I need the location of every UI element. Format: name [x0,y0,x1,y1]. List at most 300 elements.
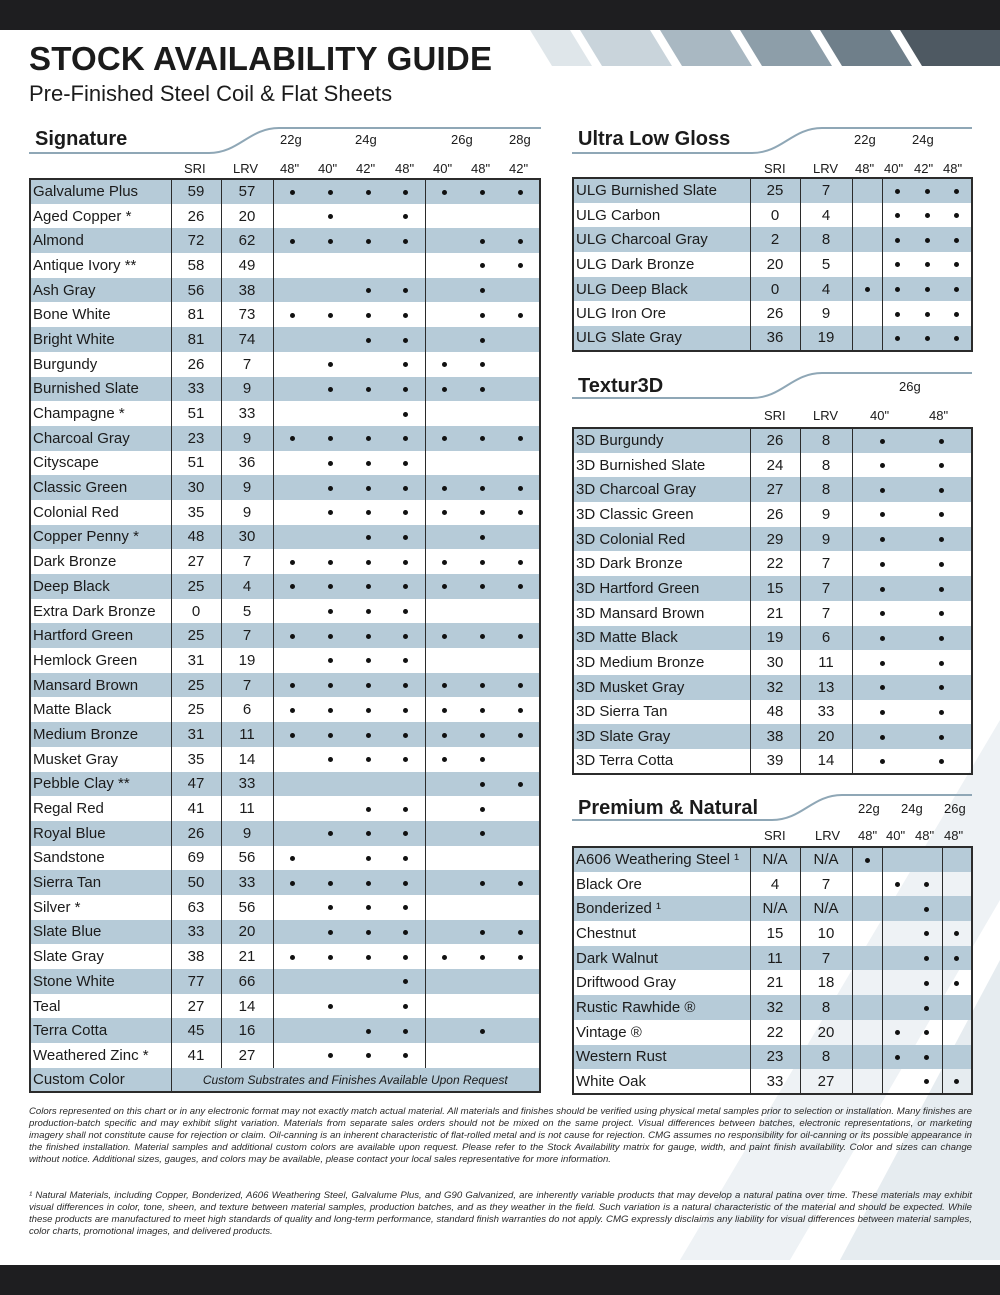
availability-cell [501,426,540,451]
table-row [30,500,540,525]
availability-cell [425,944,463,969]
availability-cell [273,920,311,945]
sri-value: 25 [750,178,800,203]
available-dot-icon [442,584,447,589]
available-dot-icon [403,313,408,318]
lrv-value: 74 [221,327,273,352]
table-row [30,1043,540,1068]
sri-value: 81 [171,327,221,352]
available-dot-icon [939,685,944,690]
availability-cell [273,1018,311,1043]
availability-cell [273,623,311,648]
availability-cell [349,623,387,648]
col-header: SRI [184,161,206,176]
lrv-value: 8 [800,227,852,252]
color-name: Stone White [30,969,171,994]
lrv-value: 36 [221,451,273,476]
available-dot-icon [328,757,333,762]
availability-cell [882,1045,912,1070]
availability-cell [387,426,425,451]
availability-cell [852,301,882,326]
color-name: 3D Burnished Slate [576,456,706,474]
availability-cell [463,895,501,920]
availability-cell [387,623,425,648]
col-header: SRI [764,408,786,423]
availability-cell [425,302,463,327]
availability-cell [311,475,349,500]
availability-cell [882,872,912,897]
sri-value: 25 [171,697,221,722]
lrv-value: 9 [800,301,852,326]
available-dot-icon [366,930,371,935]
premium-table [572,846,973,1095]
availability-cell [942,1020,972,1045]
color-name: ULG Slate Gray [573,326,750,351]
lrv-value: 9 [800,502,852,527]
availability-cell [273,994,311,1019]
availability-cell [273,549,311,574]
available-dot-icon [366,757,371,762]
sri-value: 23 [750,1045,800,1070]
available-dot-icon [328,658,333,663]
available-dot-icon [880,685,885,690]
col-header: 48" [855,161,875,176]
availability-cell [463,623,501,648]
availability-cell [311,426,349,451]
availability-cell [349,549,387,574]
availability-cell [311,944,349,969]
table-row [573,326,972,351]
availability-cell [273,327,311,352]
availability-cell [912,453,972,478]
availability-cell [882,995,912,1020]
availability-cell [942,203,972,228]
availability-cell [349,673,387,698]
color-name: Bright White [30,327,171,352]
available-dot-icon [880,512,885,517]
availability-cell [852,970,882,995]
sri-value: 15 [750,921,800,946]
sri-value: 39 [750,749,800,774]
available-dot-icon [328,930,333,935]
color-name: Chestnut [576,924,637,942]
availability-cell [912,700,972,725]
table-row [30,722,540,747]
availability-cell [882,178,912,203]
lrv-value: 30 [221,525,273,550]
lrv-value: 7 [800,576,852,601]
available-dot-icon [518,560,523,565]
availability-cell [852,700,912,725]
available-dot-icon [480,338,485,343]
available-dot-icon [939,488,944,493]
available-dot-icon [328,486,333,491]
available-dot-icon [328,436,333,441]
availability-cell [912,970,942,995]
ulg-table [572,177,973,352]
availability-cell [387,401,425,426]
availability-cell [273,574,311,599]
availability-cell [501,772,540,797]
availability-cell [425,1043,463,1068]
lrv-value: 5 [221,599,273,624]
availability-cell [349,697,387,722]
availability-cell [273,599,311,624]
availability-cell [501,722,540,747]
availability-cell [387,574,425,599]
available-dot-icon [403,733,408,738]
availability-cell [387,525,425,550]
table-row [30,574,540,599]
lrv-value: 5 [800,252,852,277]
lrv-value: 33 [221,772,273,797]
table-row [573,301,972,326]
available-dot-icon [939,562,944,567]
availability-cell [425,500,463,525]
availability-cell [852,872,882,897]
sri-value: 48 [171,525,221,550]
header-stripes [530,30,1000,66]
available-dot-icon [518,436,523,441]
availability-cell [425,821,463,846]
availability-cell [387,969,425,994]
availability-cell [273,451,311,476]
lrv-value: N/A [800,847,852,872]
color-name: ULG Charcoal Gray [573,227,750,252]
color-name: White Oak [576,1072,647,1090]
availability-cell [387,1018,425,1043]
availability-cell [273,870,311,895]
lrv-value: 11 [221,796,273,821]
availability-cell [425,846,463,871]
availability-cell [349,870,387,895]
availability-cell [912,551,972,576]
table-row [30,944,540,969]
sri-value: 26 [171,204,221,229]
availability-cell [463,1043,501,1068]
availability-cell [882,301,912,326]
color-name: Rustic Rawhide ® [573,995,750,1020]
availability-cell [501,574,540,599]
available-dot-icon [925,189,930,194]
availability-cell [311,747,349,772]
lrv-value: 14 [800,749,852,774]
lrv-value: 8 [800,453,852,478]
table-row [30,426,540,451]
table-row [573,453,972,478]
availability-cell [349,525,387,550]
color-name: Vintage ® [576,1023,642,1041]
signature-table [29,178,541,1093]
available-dot-icon [480,955,485,960]
lrv-value: 20 [221,204,273,229]
table-row [30,475,540,500]
textur3d-table [572,427,973,775]
availability-cell [912,576,972,601]
availability-cell [349,327,387,352]
availability-cell [349,451,387,476]
availability-cell [425,747,463,772]
table-row [573,724,972,749]
lrv-value: 18 [800,970,852,995]
sri-value: 15 [750,576,800,601]
table-row [30,920,540,945]
sri-value: 69 [171,846,221,871]
available-dot-icon [518,955,523,960]
lrv-value: 9 [221,500,273,525]
available-dot-icon [895,262,900,267]
available-dot-icon [939,537,944,542]
availability-cell [311,994,349,1019]
color-name: Almond [30,228,171,253]
table-row [30,747,540,772]
availability-cell [349,796,387,821]
availability-cell [349,821,387,846]
availability-cell [882,896,912,921]
availability-cell [387,253,425,278]
table-row [30,648,540,673]
availability-cell [501,697,540,722]
available-dot-icon [442,634,447,639]
sri-value: 20 [750,252,800,277]
table-row [573,650,972,675]
available-dot-icon [403,560,408,565]
sri-value: 63 [171,895,221,920]
available-dot-icon [924,931,929,936]
availability-cell [311,895,349,920]
color-name: Ash Gray [30,278,171,303]
availability-cell [387,846,425,871]
color-name: ULG Deep Black [573,277,750,302]
availability-cell [463,969,501,994]
available-dot-icon [290,634,295,639]
availability-cell [349,278,387,303]
sri-value: 38 [750,724,800,749]
availability-cell [425,722,463,747]
availability-cell [425,920,463,945]
lrv-value: 8 [800,428,852,453]
availability-cell [912,601,972,626]
availability-cell [463,747,501,772]
sri-value: 51 [171,401,221,426]
table-row [30,253,540,278]
table-row [573,527,972,552]
sri-value: 4 [750,872,800,897]
availability-cell [387,500,425,525]
availability-cell [942,1069,972,1094]
available-dot-icon [480,1029,485,1034]
col-header: 42" [914,161,934,176]
availability-cell [463,772,501,797]
sri-value: 24 [750,453,800,478]
available-dot-icon [865,287,870,292]
available-dot-icon [895,1055,900,1060]
availability-cell [463,697,501,722]
availability-cell [882,277,912,302]
color-name: Teal [33,997,61,1015]
table-row [30,994,540,1019]
gauge-label: 24g [355,132,377,147]
availability-cell [425,352,463,377]
col-header: SRI [764,828,786,843]
sri-value: 51 [171,451,221,476]
sri-value: 26 [750,301,800,326]
lrv-value: 7 [800,551,852,576]
availability-cell [387,179,425,204]
availability-cell [311,525,349,550]
available-dot-icon [924,956,929,961]
available-dot-icon [366,461,371,466]
availability-cell [311,821,349,846]
availability-cell [852,601,912,626]
availability-cell [501,673,540,698]
available-dot-icon [366,708,371,713]
availability-cell [273,697,311,722]
availability-cell [852,1045,882,1070]
availability-cell [501,451,540,476]
lrv-value: 20 [800,1020,852,1045]
availability-cell [349,599,387,624]
color-name: Sierra Tan [30,870,171,895]
available-dot-icon [328,313,333,318]
lrv-value: 8 [800,477,852,502]
availability-cell [387,747,425,772]
available-dot-icon [290,584,295,589]
lrv-value: 13 [800,675,852,700]
gauge-label: 22g [280,132,302,147]
available-dot-icon [480,362,485,367]
availability-cell [425,697,463,722]
available-dot-icon [924,981,929,986]
availability-cell [273,352,311,377]
lrv-value: 6 [800,626,852,651]
available-dot-icon [880,710,885,715]
availability-cell [852,326,882,351]
available-dot-icon [939,710,944,715]
availability-cell [311,1043,349,1068]
table-row [30,821,540,846]
available-dot-icon [480,313,485,318]
color-name: Matte Black [33,701,112,719]
table-row [30,846,540,871]
availability-cell [463,500,501,525]
availability-cell [425,673,463,698]
availability-cell [852,1069,882,1094]
lrv-value: 20 [800,724,852,749]
available-dot-icon [290,313,295,318]
availability-cell [349,1018,387,1043]
signature-section [29,125,541,1095]
availability-cell [463,796,501,821]
availability-cell [912,301,942,326]
table-row [573,995,972,1020]
sri-value: 27 [171,994,221,1019]
lrv-value: 8 [800,1045,852,1070]
availability-cell [349,352,387,377]
availability-cell [852,921,882,946]
gauge-label: 28g [509,132,531,147]
available-dot-icon [366,658,371,663]
sri-value: 56 [171,278,221,303]
disclaimer-text: Colors represented on this chart or in any electronic format may not exactly match actual material. All materials and finishes should be verified using physical metal samples prior to selection or installation. Many finishes are production-batch specific and may exhibit slight variation. Materials from separate sales orders should not be mixed on the same project. Visual differences between batches, electronic representations, or marketing imagery shall not constitute cause for rejection or claim. Oil-canning is an inherent characteristic of flat-rolled metal and is not cause for rejection. CMG assumes no responsibility for oil-canning or its possible appearance in the finished installation. Material samples and additional custom colors are available upon request. Please refer to the Stock Availability matrix for gauge, width, and paint finish availability. Color and sizes can change without notice. Additional sizes, gauges, and colors may be available, please contact your local sales representative for more information. [29,1106,972,1165]
color-name: ULG Dark Bronze [576,255,695,273]
color-name: ULG Burnished Slate [573,178,750,203]
available-dot-icon [518,263,523,268]
table-row [30,204,540,229]
availability-cell [387,870,425,895]
availability-cell [501,846,540,871]
available-dot-icon [880,488,885,493]
availability-cell [942,252,972,277]
color-name: 3D Classic Green [576,505,694,523]
textur3d-section [572,370,972,775]
available-dot-icon [880,735,885,740]
lrv-value: 8 [800,995,852,1020]
available-dot-icon [954,956,959,961]
availability-cell [311,920,349,945]
available-dot-icon [925,262,930,267]
sri-value: 27 [750,477,800,502]
availability-cell [912,921,942,946]
availability-cell [501,821,540,846]
availability-cell [501,475,540,500]
available-dot-icon [480,683,485,688]
available-dot-icon [880,611,885,616]
signature-gauges [29,132,541,148]
available-dot-icon [442,733,447,738]
availability-cell [882,946,912,971]
available-dot-icon [518,313,523,318]
sri-value: 48 [750,700,800,725]
lrv-value: 7 [800,946,852,971]
availability-cell [463,426,501,451]
color-name: Burnished Slate [30,377,171,402]
availability-cell [273,846,311,871]
color-name: Aged Copper * [33,207,132,225]
available-dot-icon [442,708,447,713]
availability-cell [463,377,501,402]
table-row [573,749,972,774]
sri-value: 2 [750,227,800,252]
page-subtitle: Pre-Finished Steel Coil & Flat Sheets [29,81,393,106]
available-dot-icon [518,782,523,787]
lrv-value: 73 [221,302,273,327]
availability-cell [273,895,311,920]
available-dot-icon [290,733,295,738]
available-dot-icon [403,214,408,219]
available-dot-icon [366,856,371,861]
table-row [573,428,972,453]
availability-cell [425,870,463,895]
col-header: 48" [929,408,949,423]
availability-cell [912,872,942,897]
sri-value: 26 [171,352,221,377]
premium-gauges [572,801,972,817]
sri-value: 59 [171,179,221,204]
available-dot-icon [366,239,371,244]
available-dot-icon [518,486,523,491]
gauge-label: 26g [899,379,921,394]
available-dot-icon [328,905,333,910]
availability-cell [852,502,912,527]
ulg-title: Ultra Low Gloss [578,128,731,150]
availability-cell [882,1069,912,1094]
availability-cell [852,749,912,774]
lrv-value: 38 [221,278,273,303]
color-name: Dark Walnut [573,946,750,971]
color-name: Copper Penny * [30,525,171,550]
available-dot-icon [480,782,485,787]
